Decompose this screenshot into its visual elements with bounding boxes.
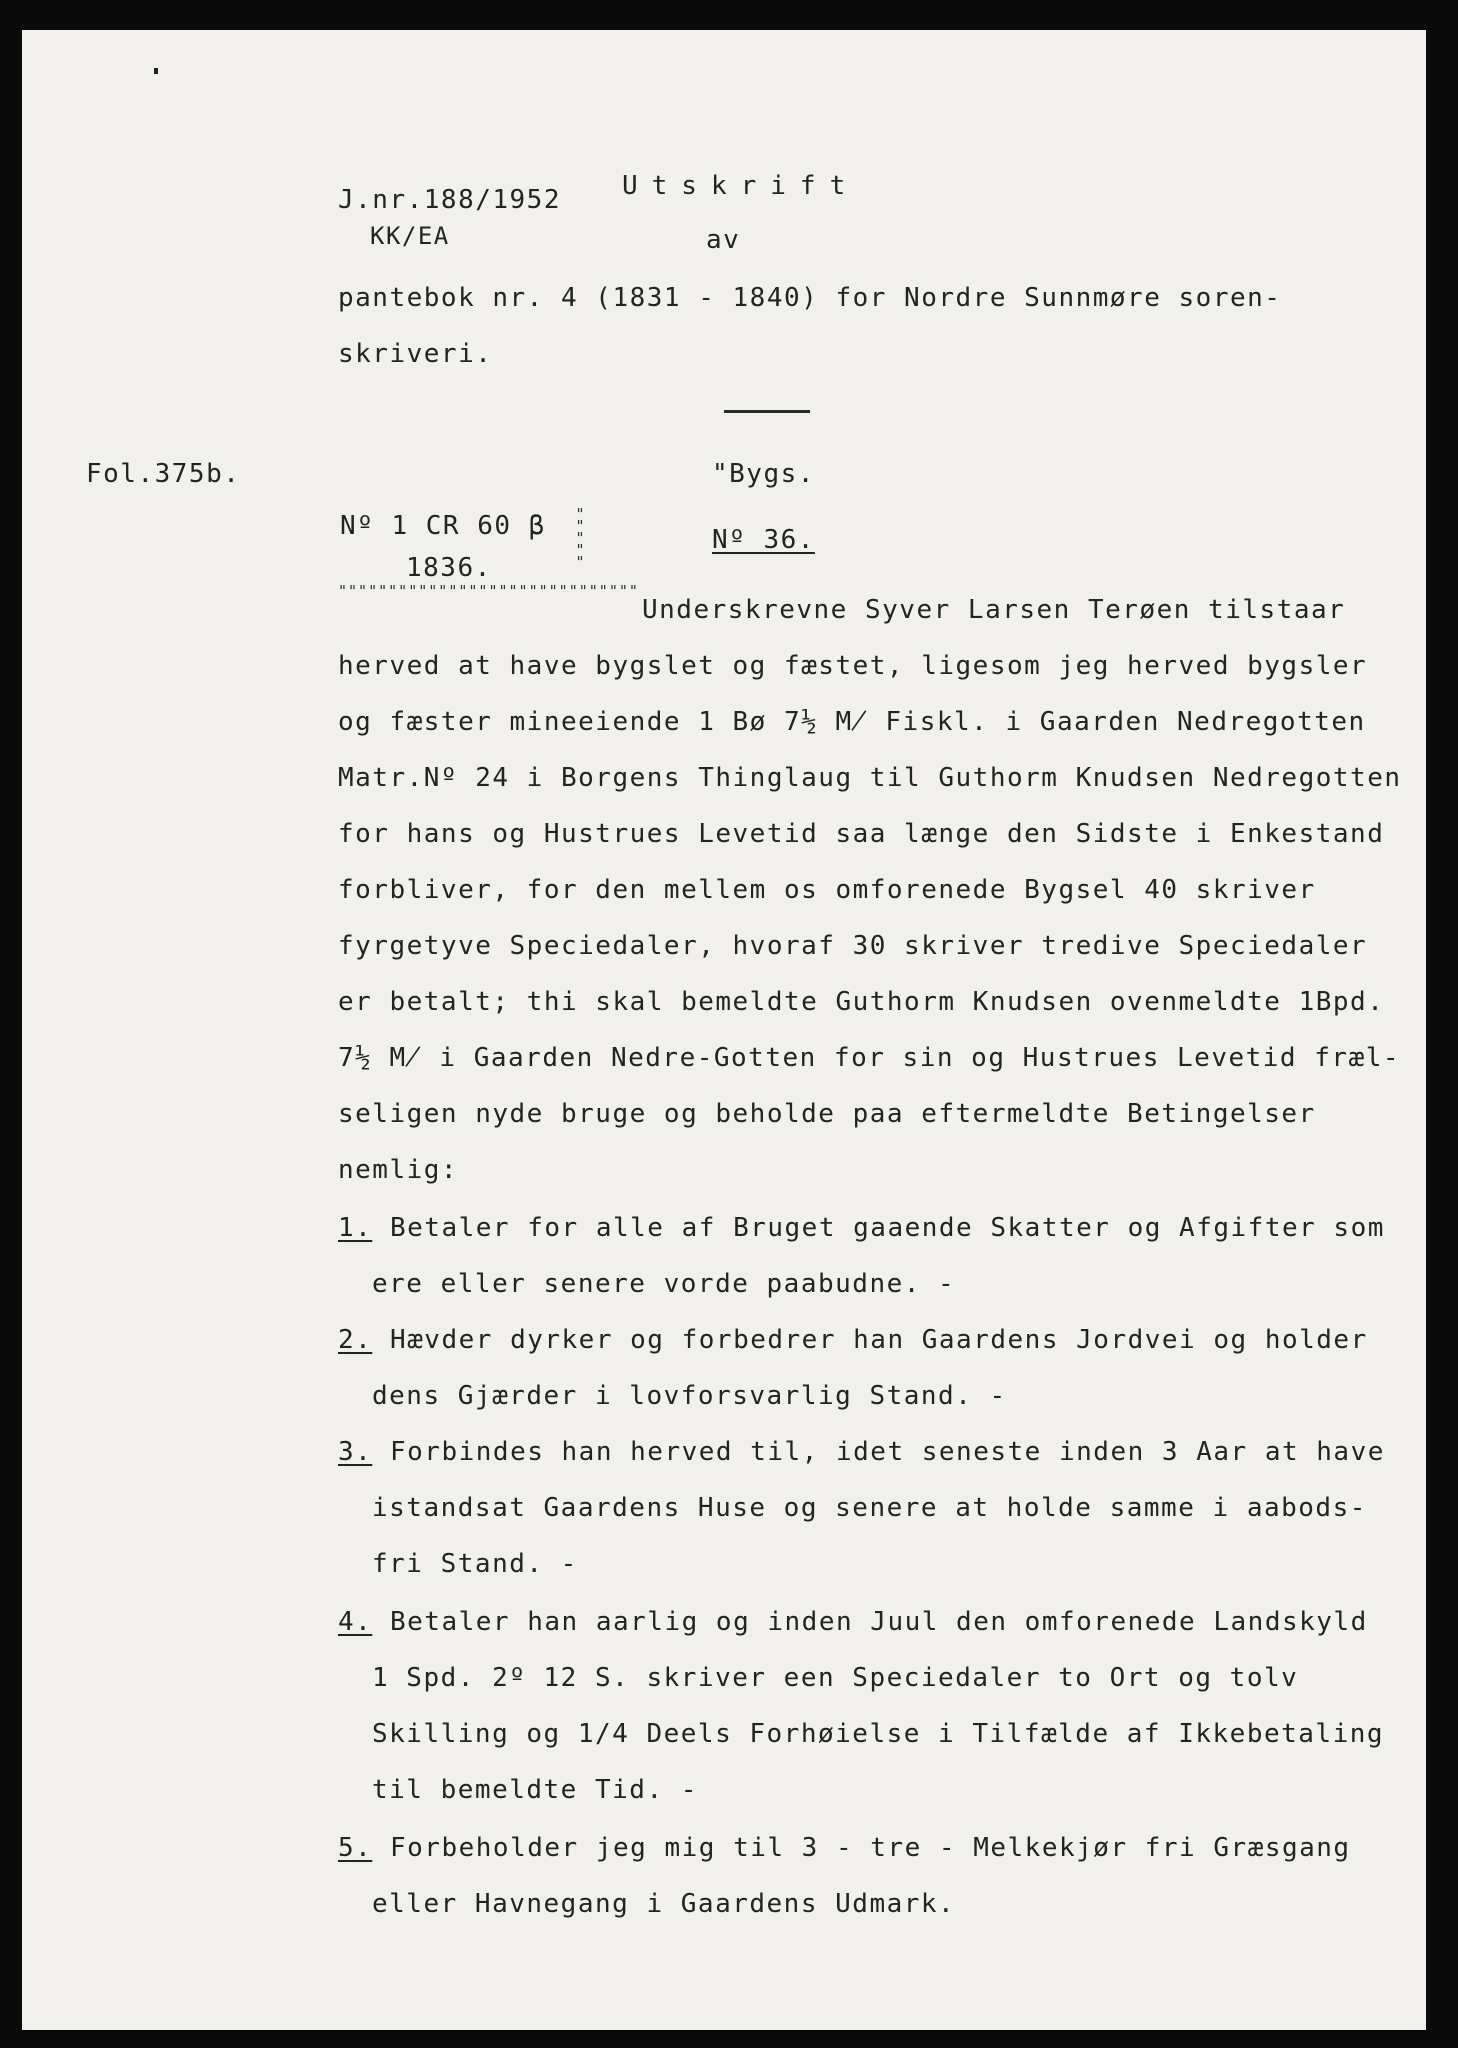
condition-number: 4. <box>338 1607 373 1637</box>
body-line: forbliver, for den mellem os omforenede Bygsel 40 skriver <box>338 875 1316 905</box>
condition-line: 1 Spd. 2º 12 S. skriver een Speciedaler to Ort og tolv <box>372 1663 1299 1693</box>
body-line: nemlig: <box>338 1155 459 1185</box>
document-heading: "Bygs. <box>712 459 815 489</box>
condition-line: ere eller senere vorde paabudne. - <box>372 1269 956 1299</box>
body-line: for hans og Hustrues Levetid saa længe den Sidste i Enkestand <box>338 819 1385 849</box>
condition-line: Betaler han aarlig og inden Juul den omforenede Landskyld <box>390 1607 1368 1637</box>
condition-line: Forbindes han herved til, idet seneste inden 3 Aar at have <box>390 1437 1385 1467</box>
document-title: Utskrift <box>622 171 860 201</box>
condition-number: 3. <box>338 1437 373 1467</box>
journal-number: J.nr.188/1952 <box>338 185 561 215</box>
header-line-2: skriveri. <box>338 339 493 369</box>
condition-line: Betaler for alle af Bruget gaaende Skatter og Afgifter som <box>390 1213 1385 1243</box>
condition-number: 2. <box>338 1325 373 1355</box>
separator-rule <box>724 410 810 413</box>
body-line: fyrgetyve Speciedaler, hvoraf 30 skriver tredive Speciedaler <box>338 931 1368 961</box>
condition-line: eller Havnegang i Gaardens Udmark. <box>372 1889 956 1919</box>
stamp-bottom-marks: """""""""""""""""""""""""""""" <box>338 582 639 600</box>
condition-line: Skilling og 1/4 Deels Forhøielse i Tilfælde af Ikkebetaling <box>372 1719 1385 1749</box>
body-line: seligen nyde bruge og beholde paa eftermeldte Betingelser <box>338 1099 1316 1129</box>
stamp-side-marks: " " " " " <box>575 505 585 571</box>
body-line: og fæster mineeiende 1 Bø 7½ M̸ Fiskl. i Gaarden Nedregotten <box>338 707 1366 737</box>
stamp-line-1: Nº 1 CR 60 β <box>340 511 546 541</box>
condition-line: Hævder dyrker og forbedrer han Gaardens Jordvei og holder <box>390 1325 1368 1355</box>
title-av: av <box>706 225 741 255</box>
body-line: Matr.Nº 24 i Borgens Thinglaug til Guthorm Knudsen Nedregotten <box>338 763 1402 793</box>
body-line: Underskrevne Syver Larsen Terøen tilstaar <box>642 595 1346 625</box>
condition-number: 1. <box>338 1213 373 1243</box>
header-line-1: pantebok nr. 4 (1831 - 1840) for Nordre Sunnmøre soren- <box>338 283 1282 313</box>
body-line: 7½ M̸ i Gaarden Nedre-Gotten for sin og Hustrues Levetid fræl- <box>338 1043 1401 1073</box>
stamp-line-2: 1836. <box>406 553 492 583</box>
body-line: er betalt; thi skal bemeldte Guthorm Knudsen ovenmeldte 1Bpd. <box>338 987 1385 1017</box>
condition-line: til bemeldte Tid. - <box>372 1775 698 1805</box>
folio-reference: Fol.375b. <box>86 459 241 489</box>
ink-speck <box>154 68 158 74</box>
condition-line: fri Stand. - <box>372 1549 578 1579</box>
body-line: herved at have bygslet og fæstet, ligesom jeg herved bygsler <box>338 651 1368 681</box>
condition-number: 5. <box>338 1833 373 1863</box>
condition-line: dens Gjærder i lovforsvarlig Stand. - <box>372 1381 1007 1411</box>
condition-line: istandsat Gaardens Huse og senere at holde samme i aabods- <box>372 1493 1367 1523</box>
document-number: Nº 36. <box>712 525 815 555</box>
initials: KK/EA <box>370 222 450 250</box>
condition-line: Forbeholder jeg mig til 3 - tre - Melkekjør fri Græsgang <box>390 1833 1351 1863</box>
